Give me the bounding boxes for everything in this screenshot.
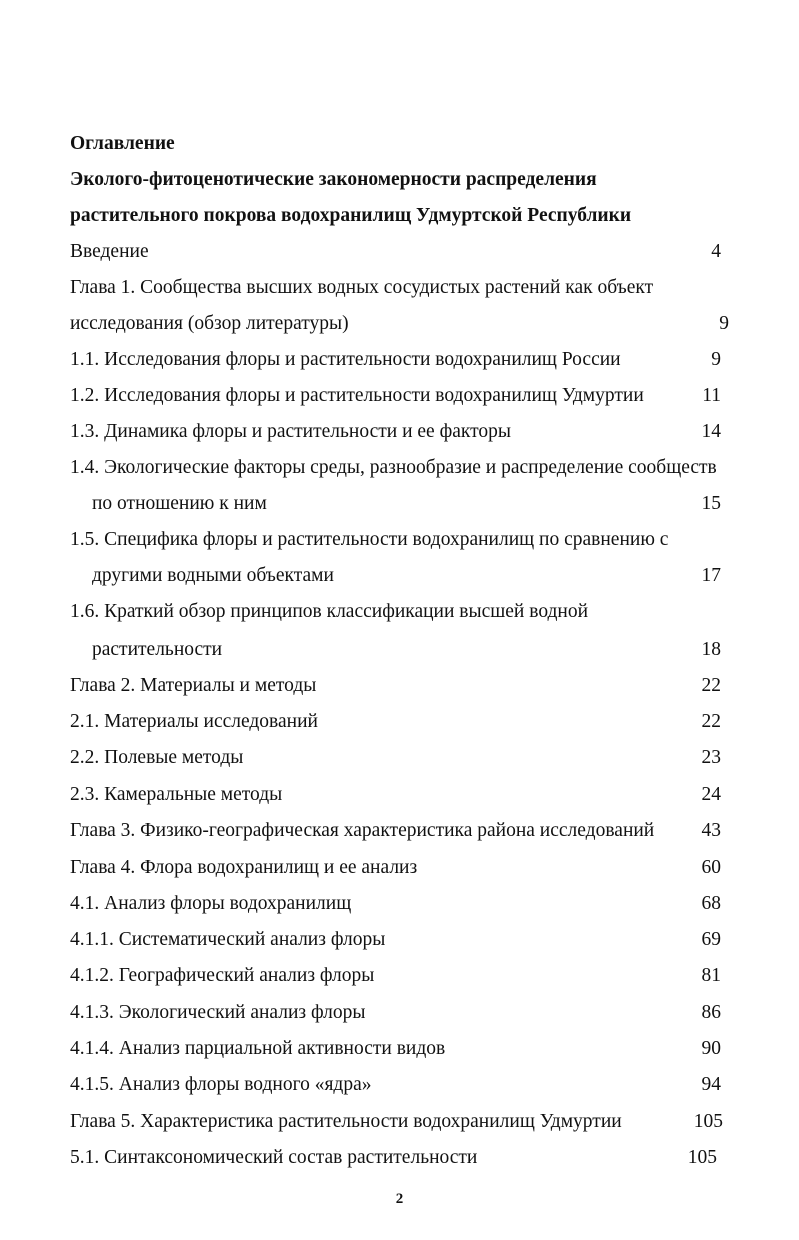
toc-entry-text: 2.3. Камеральные методы	[70, 784, 283, 805]
toc-entry-text: 4.1.5. Анализ флоры водного «ядра»	[70, 1074, 372, 1095]
toc-entry-text: Введение	[70, 241, 149, 262]
toc-entry-page: 4	[711, 241, 721, 262]
toc-entry-page: 43	[701, 820, 721, 841]
main-title-line-1: Эколого-фитоценотические закономерности распределения	[70, 169, 597, 190]
toc-entry-text: 4.1.4. Анализ парциальной активности видов	[70, 1038, 446, 1059]
toc-entry-page: 90	[701, 1038, 721, 1059]
toc-entry-page: 105	[687, 1147, 717, 1168]
toc-entry-page: 23	[701, 747, 721, 768]
toc-entry-text: 4.1.2. Географический анализ флоры	[70, 965, 375, 986]
toc-entry-text: Глава 1. Сообщества высших водных сосудистых растений как объект	[70, 277, 654, 298]
toc-entry-text: по отношению к ним	[92, 493, 267, 514]
toc-entry-text: 4.1.1. Систематический анализ флоры	[70, 929, 386, 950]
main-title-line-2: растительного покрова водохранилищ Удмуртской Республики	[70, 205, 632, 226]
toc-entry-page: 86	[701, 1002, 721, 1023]
toc-entry-text: исследования (обзор литературы)	[70, 313, 349, 334]
toc-entry-page: 105	[693, 1111, 723, 1132]
toc-entry-page: 81	[701, 965, 721, 986]
toc-entry-page: 68	[701, 893, 721, 914]
toc-entry-text: 2.2. Полевые методы	[70, 747, 244, 768]
toc-entry-page: 15	[701, 493, 721, 514]
toc-entry-page: 9	[711, 349, 721, 370]
toc-title: Оглавление	[70, 133, 175, 154]
toc-entry-text: растительности	[92, 639, 223, 660]
toc-entry-page: 9	[719, 313, 729, 334]
toc-entry-text: Глава 5. Характеристика растительности водохранилищ Удмуртии	[70, 1111, 622, 1132]
toc-entry-text: 1.5. Специфика флоры и растительности водохранилищ по сравнению с	[70, 529, 669, 550]
toc-entry-page: 14	[701, 421, 721, 442]
toc-entry-page: 69	[701, 929, 721, 950]
toc-entry-page: 94	[701, 1074, 721, 1095]
footer-page-number: 2	[395, 1191, 404, 1207]
toc-entry-text: 4.1. Анализ флоры водохранилищ	[70, 893, 352, 914]
toc-entry-text: другими водными объектами	[92, 565, 334, 586]
toc-entry-text: 5.1. Синтаксономический состав растительности	[70, 1147, 478, 1168]
toc-entry-text: 1.2. Исследования флоры и растительности водохранилищ Удмуртии	[70, 385, 644, 406]
toc-entry-page: 17	[701, 565, 721, 586]
toc-entry-page: 22	[701, 675, 721, 696]
toc-entry-text: 2.1. Материалы исследований	[70, 711, 318, 732]
toc-entry-text: 1.6. Краткий обзор принципов классификации высшей водной	[70, 601, 589, 622]
toc-entry-text: 1.4. Экологические факторы среды, разнообразие и распределение сообществ	[70, 457, 717, 478]
toc-entry-page: 18	[701, 639, 721, 660]
toc-entry-page: 11	[702, 385, 721, 406]
toc-entry-page: 24	[701, 784, 721, 805]
toc-entry-text: 4.1.3. Экологический анализ флоры	[70, 1002, 366, 1023]
toc-entry-text: 1.3. Динамика флоры и растительности и ее факторы	[70, 421, 511, 442]
toc-entry-text: Глава 4. Флора водохранилищ и ее анализ	[70, 857, 418, 878]
toc-entry-text: Глава 2. Материалы и методы	[70, 675, 317, 696]
toc-entry-text: Глава 3. Физико-географическая характеристика района исследований	[70, 820, 655, 841]
toc-entry-page: 22	[701, 711, 721, 732]
toc-entry-page: 60	[701, 857, 721, 878]
toc-entry-text: 1.1. Исследования флоры и растительности водохранилищ России	[70, 349, 621, 370]
